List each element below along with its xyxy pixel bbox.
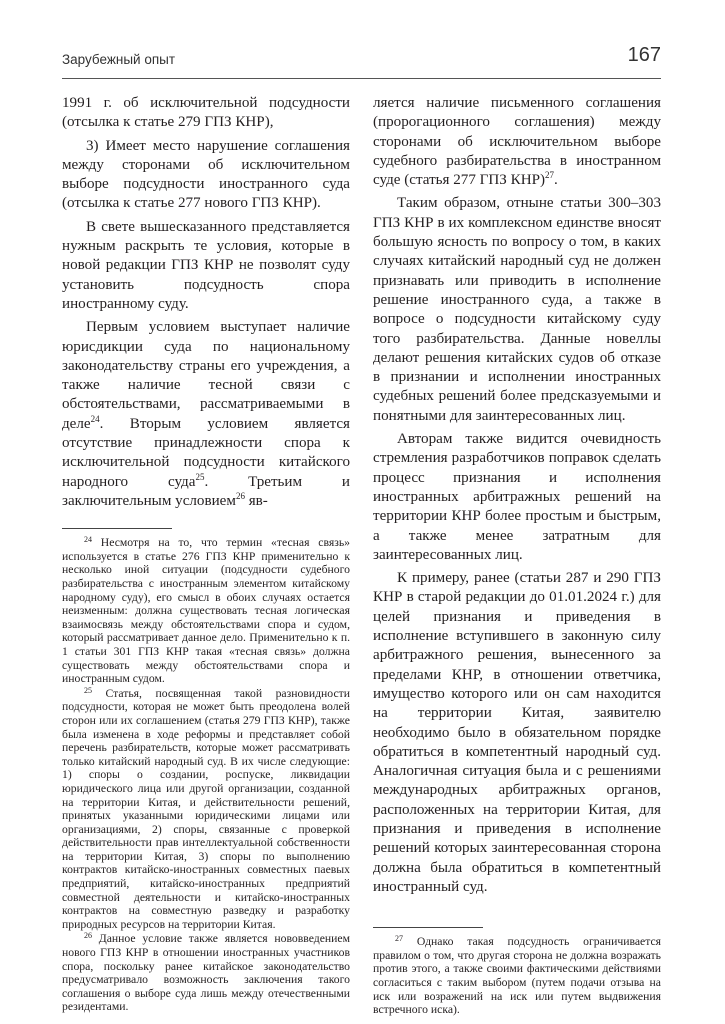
footnote-ref: 24 [90, 413, 100, 424]
paragraph-text: ляется наличие письменного соглашения (пророгационного соглашения) между сторонами об исключительном выборе судебного разбирательства в иностранном суде (статья 277 ГПЗ КНР) [373, 95, 661, 189]
page-number: 167 [627, 44, 661, 66]
footnote-number: 26 [84, 931, 92, 941]
footnote-text: Статья, посвященная такой разновидности подсудности, которая не может быть преодолена волей сторон или их соглашением (статья 279 ГПЗ КНР), также была изменена в ходе реформы и представляет собой перечень разбирательств, которые может рассматривать только китайский народный суд. В их числе следующие: 1) споры о создании, роспуске, ликвидации юридического лица или другой организации, созданной на территории Китая, и действительности решений, принятых указанными юридическими лицами или организациями, 2) споры, связанные с проверкой действительности прав интеллектуальной собственности на территории Китая, 3) споры по выполнению контрактов китайско-иностранных совместных паевых предприятий, китайско-иностранных предприятий совместной деятельности и китайско-иностранных контрактов на совместную разведку и разработку природных ресурсов на территории Китая. [62, 686, 350, 931]
paragraph: Первым условием выступает наличие юрисдикции суда по национальному законодательству страны его учреждения, а также наличие тесной связи с обстоятельствами, рассматриваемыми в деле$^{24}$. Вторым условием является отсутствие принадлежности спора к исключительной подсудности китайского народного суда$^{25}$. Третьим и заключительным условием$^{26}$ яв- [62, 319, 350, 509]
footnote-number: 24 [84, 535, 92, 545]
footnote [62, 536, 350, 686]
paragraph-text: Вторым условием является отсутствие принадлежности спора к исключительной подсудности китайского народного суда [62, 415, 350, 490]
left-column [62, 94, 350, 1014]
footnote-text: Однако такая подсудность ограничивается правилом о том, что другая сторона не должна возражать против этого, а также своими фактическими действиями согласиться с таким выбором (путем подачи отзыва на иск или возражений на иск или путем выдвижения встречного иска). [373, 935, 662, 1017]
footnote-divider [62, 528, 172, 529]
paragraph-text: Третьим и заключительным условием [62, 473, 350, 509]
paragraph: К примеру, ранее (статьи 287 и 290 ГПЗ КНР в старой редакции до 01.01.2024 г.) для целей признания и приведения в исполнение вступившего в законную силу арбитражного решения, вынесенного за пределами КНР, в отношении ответчика, имущество которого или он сам находится на территории Китая, заявителю необходимо было в обязательном порядке обратиться в компетентный народный суд. Аналогичная ситуация была и с решениями международных арбитражных органов, расположенных на территории Китая, для признания и приведения в исполнение решений которых заинтересованная сторона должна была обратиться в компетентный иностранный суд. [373, 570, 661, 895]
paragraph: Авторам также видится очевидность стремления разработчиков поправок сделать процесс признания и исполнения иностранных арбитражных решений на территории КНР более простым и быстрым, а также менее затратным для заинтересованных лиц. [373, 431, 661, 563]
paragraph: ляется наличие письменного соглашения (пророгационного соглашения) между сторонами об исключительном выборе судебного разбирательства в иностранном суде (статья 277 ГПЗ КНР)$^{27}$. [373, 95, 661, 189]
paragraph: В свете вышесказанного представляется нужным раскрыть те условия, которые в новой редакции ГПЗ КНР не позволят суду установить подсудность спора иностранному суду. [62, 218, 350, 312]
footnote-text: Данное условие также является нововведением нового ГПЗ КНР в отношении иностранных участников спора, поскольку ранее китайское законодательство предусматривало возможность заключения такого соглашения о выборе суда лишь между отечественными резидентами. [62, 932, 351, 1014]
footnotes-right [373, 935, 661, 1017]
header-divider [62, 78, 661, 79]
footnote-ref: 26 [235, 490, 245, 501]
paragraph: 3) Имеет место нарушение соглашения между сторонами об исключительном выборе подсудности иностранного суда (отсылка к статье 277 нового ГПЗ КНР). [62, 137, 350, 212]
footnote-divider [373, 927, 483, 928]
right-column [373, 94, 661, 1017]
footnote-number: 27 [395, 934, 403, 944]
footnote [62, 687, 350, 932]
paragraph: Таким образом, отныне статьи 300–303 ГПЗ КНР в их комплексном единстве вносят большую ясность по вопросу о том, в каких случаях китайский народный суд не должен признавать или приводить в исполнение решение иностранного суда, а также в вопросе о подсудности китайскому суду того разбирательства. Данные новеллы делают решения китайских судов об отказе в признании и исполнении иностранных судебных решений более предсказуемыми и понятными для заинтересованных лиц. [373, 195, 661, 424]
footnote-number: 25 [84, 685, 92, 695]
paragraph-text: Первым условием выступает наличие юрисдикции суда по национальному законодательству страны его учреждения, а также наличие тесной связи с обстоятельствами, рассматриваемыми в деле [62, 319, 350, 432]
hyphenated-fragment: яв- [248, 492, 268, 509]
running-header [62, 44, 661, 72]
footnotes-left [62, 536, 350, 1014]
section-title: Зарубежный опыт [62, 52, 176, 67]
footnote [62, 932, 350, 1014]
paragraph: 1991 г. об исключительной подсудности (отсылка к статье 279 ГПЗ КНР), [62, 95, 350, 131]
footnote [373, 935, 661, 1017]
footnote-ref: 27 [545, 170, 555, 181]
footnote-text: Несмотря на то, что термин «тесная связь» используется в статье 276 ГПЗ КНР применительно к несколько иной ситуации (подсудности судебного разбирательства с иностранным элементом китайскому народному суду), его смысл в обоих случаях остается неизменным: должна существовать тесная логическая взаимосвязь между обстоятельствами спора и судом, который рассматривает данное дело. Применительно к п. 1 статьи 301 ГПЗ КНР такая «тесная связь» должна существовать между обстоятельствами спора и иностранным судом. [62, 536, 350, 686]
footnote-ref: 25 [195, 471, 205, 482]
